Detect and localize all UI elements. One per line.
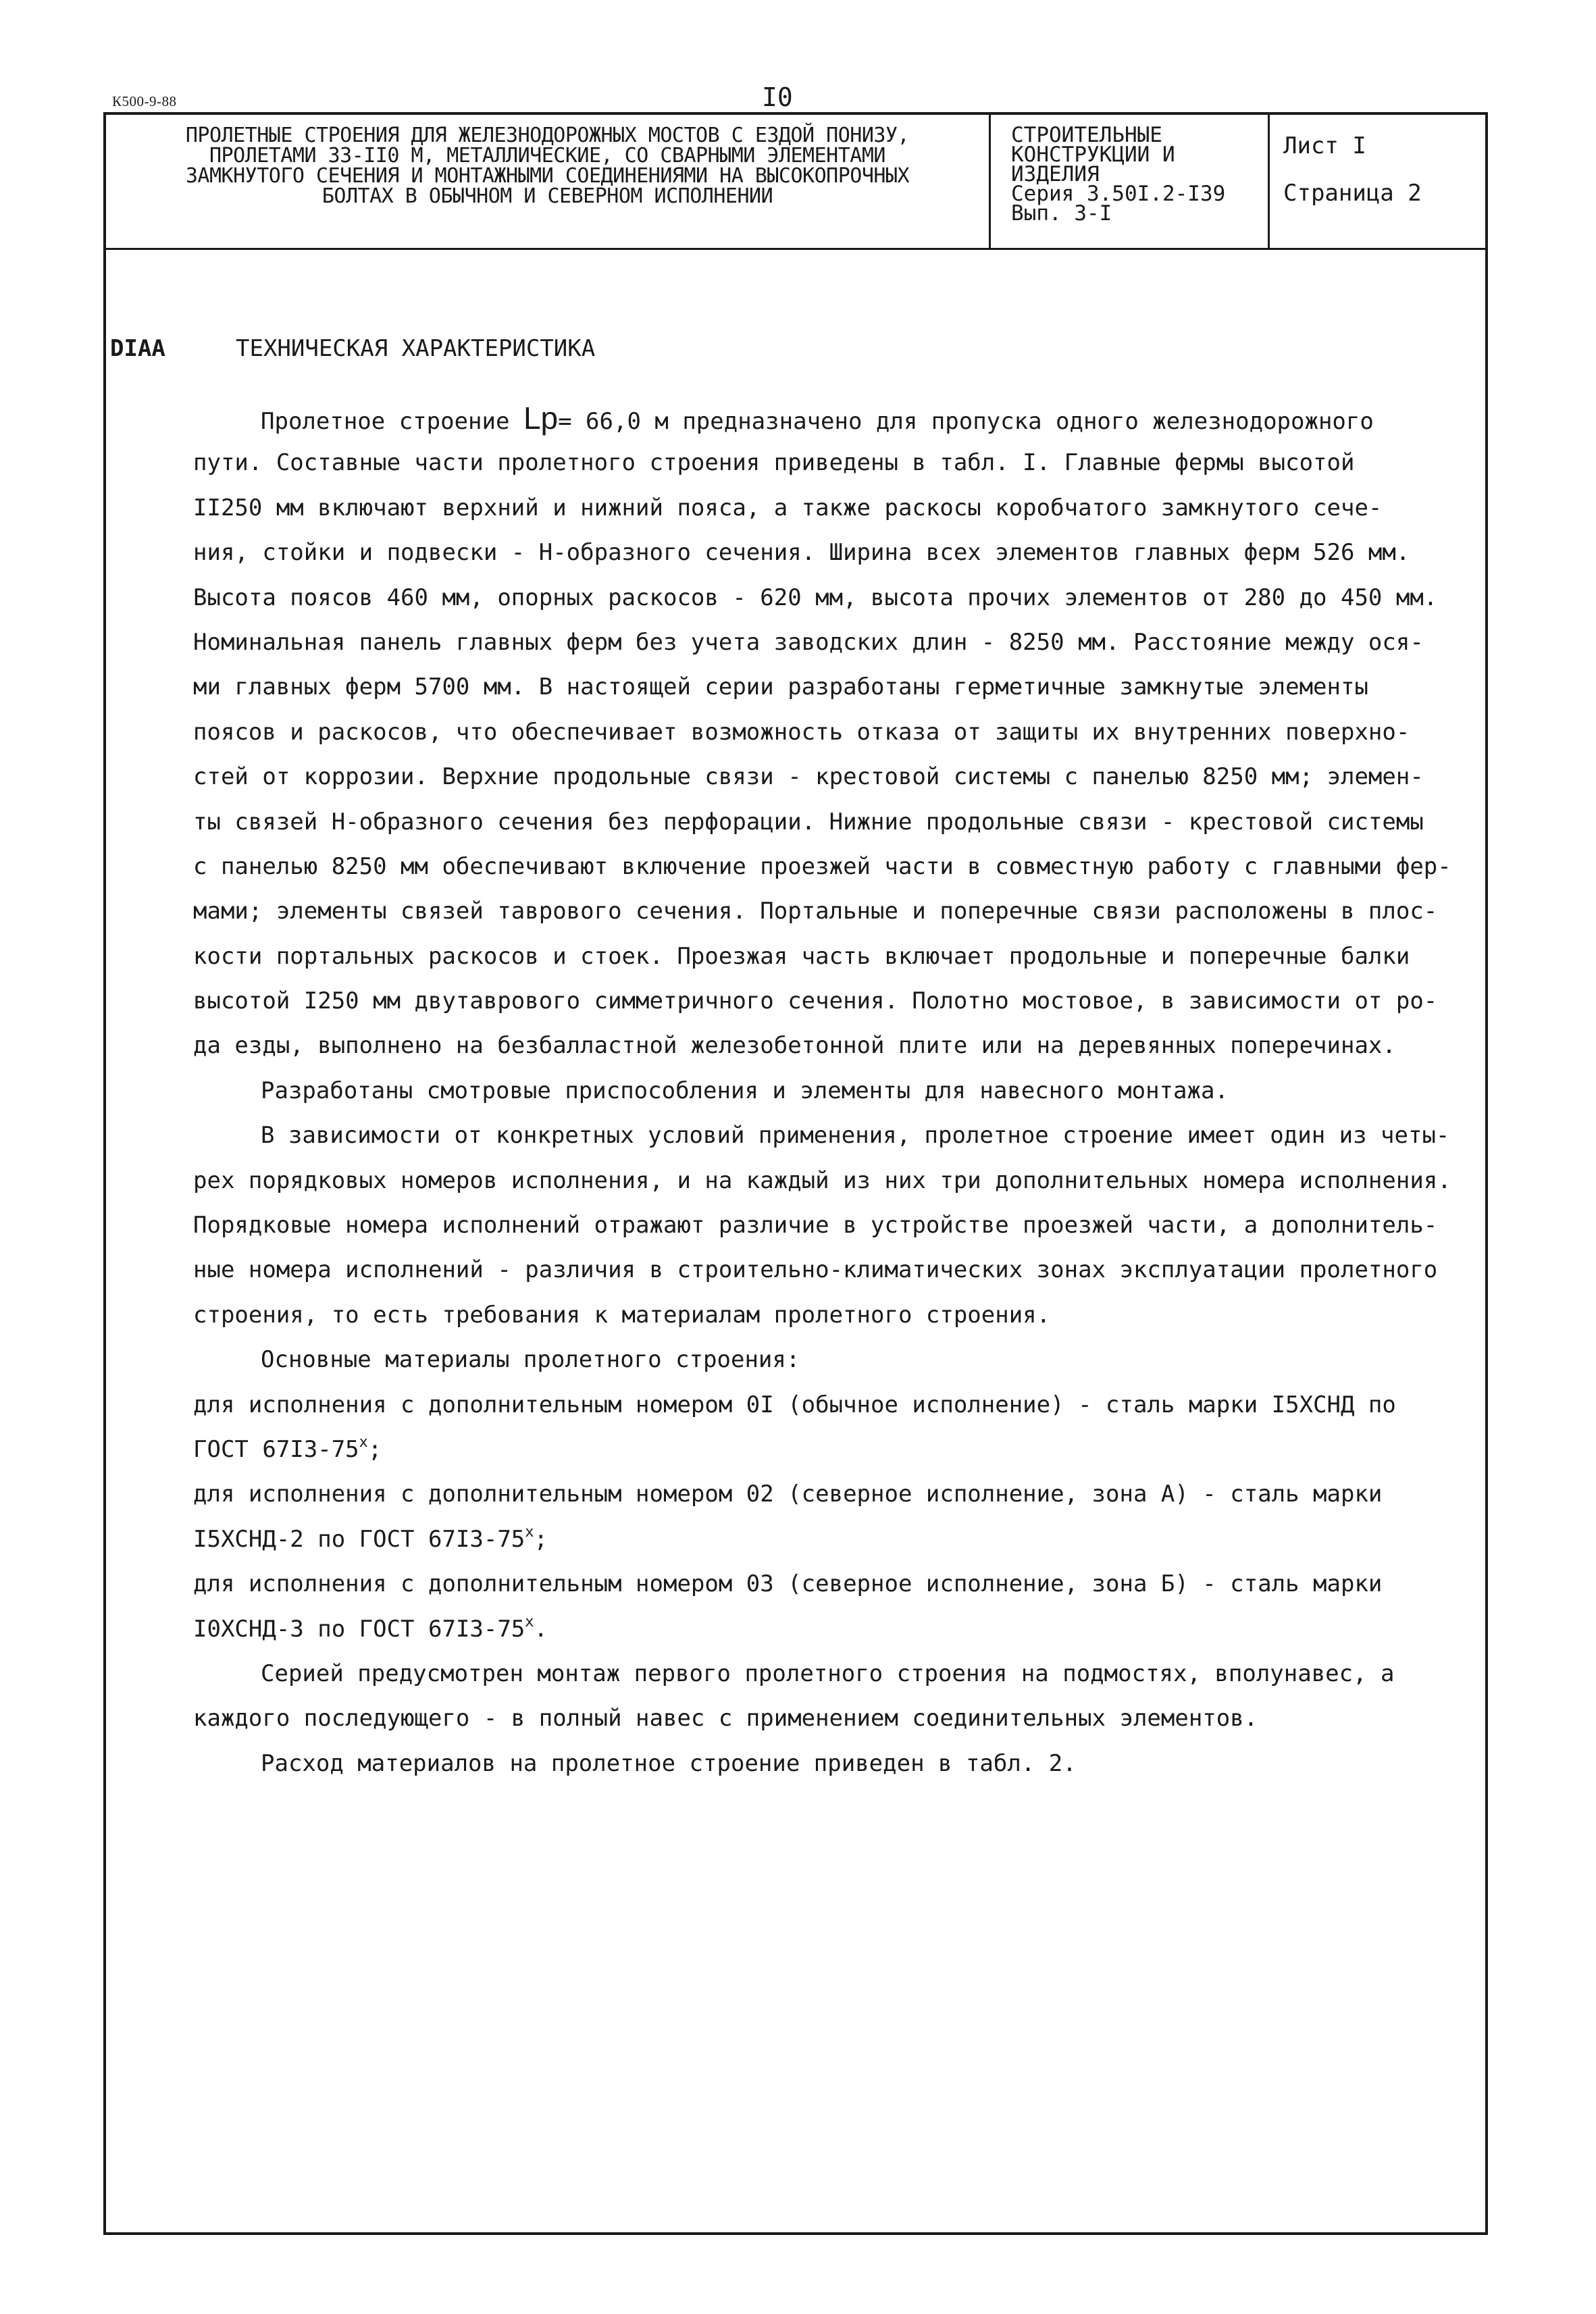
title-line: БОЛТАХ В ОБЫЧНОМ И СЕВЕРНОМ ИСПОЛНЕНИИ: [321, 184, 773, 208]
sheet-info: [1270, 115, 1485, 248]
paragraph-line: Высота поясов 460 мм, опорных раскосов - 620 мм, высота прочих элементов от 280 до 450 мм.: [193, 584, 1438, 611]
materials-line: для исполнения с дополнительным номером 03 (северное исполнение, зона Б) - сталь марки: [193, 1570, 1383, 1598]
paragraph-line: поясов и раскосов, что обеспечивает возможность отказа от защиты их внутренних поверхно-: [193, 718, 1410, 746]
paragraph-line: Порядковые номера исполнений отражают различие в устройстве проезжей части, а дополнитель-: [193, 1212, 1438, 1239]
sheet-number: Лист I: [1283, 132, 1366, 159]
paragraph-line: каждого последующего - в полный навес с применением соединительных элементов.: [193, 1705, 1258, 1732]
paragraph-line: II250 мм включают верхний и нижний пояса, а также раскосы коробчатого замкнутого сече-: [193, 494, 1383, 521]
series-number: Серия 3.50I.2-I39: [1011, 182, 1226, 206]
paragraph-line: стей от коррозии. Верхние продольные связи - крестовой системы с панелью 8250 мм; элемен-: [193, 763, 1424, 791]
document-code: К500-9-88: [112, 93, 177, 109]
superscript-mark: х: [525, 1523, 534, 1541]
title-line: ПРОЛЕТНЫЕ СТРОЕНИЯ ДЛЯ ЖЕЛЕЗНОДОРОЖНЫХ МОСТОВ С ЕЗДОЙ ПОНИЗУ,: [185, 124, 910, 147]
paragraph-line: В зависимости от конкретных условий применения, пролетное строение имеет один из четы-: [261, 1122, 1450, 1150]
materials-line: для исполнения с дополнительным номером 02 (северное исполнение, зона А) - сталь марки: [193, 1481, 1383, 1508]
paragraph-line: рех порядковых номеров исполнения, и на каждый из них три дополнительных номера исполнения.: [193, 1166, 1451, 1194]
title-line: ЗАМКНУТОГО СЕЧЕНИЯ И МОНТАЖНЫМИ СОЕДИНЕНИЯМИ НА ВЫСОКОПРОЧНЫХ: [185, 164, 910, 188]
category-line: ИЗДЕЛИЯ: [1011, 162, 1100, 186]
title-line: ПРОЛЕТАМИ 33-II0 М, МЕТАЛЛИЧЕСКИЕ, СО СВАРНЫМИ ЭЛЕМЕНТАМИ: [209, 144, 885, 168]
paragraph-line: кости портальных раскосов и стоек. Проезжая часть включает продольные и поперечные балки: [193, 942, 1410, 970]
page-label: Страница 2: [1283, 180, 1422, 207]
paragraph-line: Пролетное строение Lp= 66,0 м предназначено для пропуска одного железнодорожного: [261, 401, 1374, 436]
materials-line: ГОСТ $67I3-75^х$;: [193, 1433, 382, 1463]
superscript-mark: х: [359, 1433, 368, 1451]
paragraph-line: Основные материалы пролетного строения:: [261, 1346, 800, 1374]
page-number: I0: [762, 82, 793, 112]
paragraph-line: Серией предусмотрен монтаж первого пролетного строения на подмостях, вполунавес, а: [261, 1660, 1395, 1687]
category-line: СТРОИТЕЛЬНЫЕ: [1011, 123, 1162, 147]
section-heading: [110, 335, 595, 362]
title-block: [106, 115, 1485, 250]
paragraph-line: да езды, выполнено на безбалластной железобетонной плите или на деревянных поперечинах.: [193, 1032, 1396, 1060]
paragraph-line: ния, стойки и подвески - Н-образного сечения. Ширина всех элементов главных ферм 526 мм.: [193, 539, 1410, 567]
materials-line: I0ХСНД-3 по ГОСТ $67I3-75^х$.: [193, 1613, 548, 1643]
section-code: DIAA: [110, 335, 165, 362]
body-text: [193, 396, 1483, 1786]
paragraph-line: высотой I250 мм двутаврового симметричного сечения. Полотно мостовое, в зависимости от ро-: [193, 987, 1438, 1015]
paragraph-line: пути. Составные части пролетного строения приведены в табл. I. Главные фермы высотой: [193, 449, 1355, 477]
paragraph-line: ты связей Н-образного сечения без перфорации. Нижние продольные связи - крестовой системы: [193, 808, 1424, 835]
materials-line: I5ХСНД-2 по ГОСТ $67I3-75^х$;: [193, 1523, 548, 1553]
issue-number: Вып. 3-I: [1011, 201, 1112, 226]
paragraph-line: ми главных ферм 5700 мм. В настоящей серии разработаны герметичные замкнутые элементы: [193, 673, 1368, 701]
document-title: [106, 115, 991, 248]
paragraph-line: Разработаны смотровые приспособления и элементы для навесного монтажа.: [261, 1077, 1229, 1104]
paragraph-line: мами; элементы связей таврового сечения. Портальные и поперечные связи расположены в плос-: [193, 898, 1438, 925]
paragraph-line: строения, то есть требования к материалам пролетного строения.: [193, 1301, 1051, 1329]
paragraph-line: Расход материалов на пролетное строение приведен в табл. 2.: [261, 1749, 1077, 1777]
paragraph-line: с панелью 8250 мм обеспечивают включение проезжей части в совместную работу с главными фер-: [193, 852, 1451, 880]
materials-line: для исполнения с дополнительным номером 0I (обычное исполнение) - сталь марки I5ХСНД по: [193, 1391, 1396, 1418]
superscript-mark: х: [525, 1613, 534, 1630]
category-line: КОНСТРУКЦИИ И: [1011, 143, 1175, 167]
paragraph-line: Номинальная панель главных ферм без учета заводских длин - 8250 мм. Расстояние между ося-: [193, 628, 1424, 656]
paragraph-line: ные номера исполнений - различия в строительно-климатических зонах эксплуатации пролетного: [193, 1256, 1438, 1284]
section-title: ТЕХНИЧЕСКАЯ ХАРАКТЕРИСТИКА: [236, 335, 596, 362]
span-symbol: Lp: [523, 401, 559, 436]
series-info: [991, 115, 1270, 248]
